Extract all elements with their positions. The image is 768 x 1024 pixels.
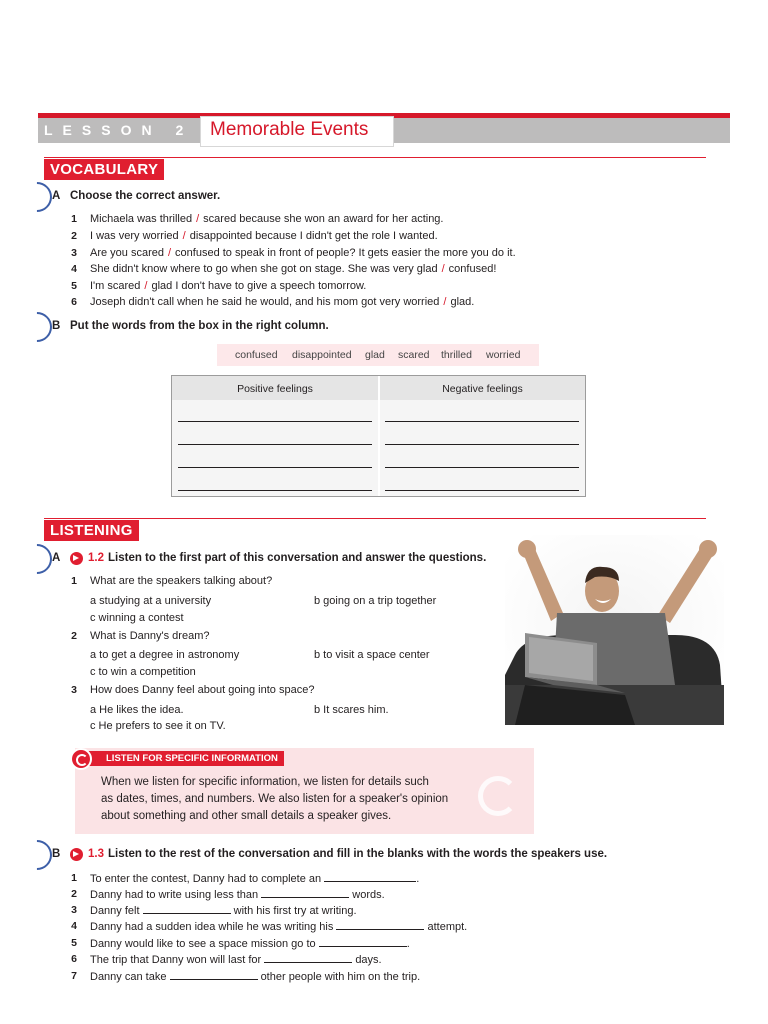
item-text: with his first try at writing. (233, 905, 357, 917)
item-text: confused! (448, 263, 497, 275)
word-box-word: glad (365, 349, 385, 361)
list-item (90, 970, 420, 983)
item-text: Joseph didn't call when he said he would, and his mom got very worried (90, 296, 440, 308)
item-text: confused to speak in front of people? It gets easier the more you do it. (175, 247, 516, 259)
table-divider (378, 376, 380, 496)
question-text: What are the speakers talking about? (90, 575, 273, 587)
list-item (90, 872, 419, 885)
item-text: glad I don't have to give a speech tomorrow. (151, 280, 367, 292)
item-number: 5 (71, 280, 77, 292)
option-a[interactable]: a He likes the idea. (90, 704, 184, 716)
question-text: What is Danny's dream? (90, 630, 210, 642)
fill-blank[interactable] (261, 888, 349, 898)
list-item (90, 953, 382, 966)
choice-separator: / (144, 280, 148, 292)
item-number: 2 (71, 230, 77, 242)
word-box-word: disappointed (292, 349, 352, 361)
option-c[interactable]: c winning a contest (90, 612, 184, 624)
word-box-word: confused (235, 349, 278, 361)
exercise-letter: B (52, 320, 61, 332)
vocabulary-rule (44, 157, 706, 158)
item-number: 4 (71, 920, 77, 932)
list-item (90, 230, 438, 242)
tip-label: LISTEN FOR SPECIFIC INFORMATION (88, 751, 284, 766)
question-number: 3 (71, 684, 77, 696)
answer-line-positive[interactable] (178, 444, 372, 445)
answer-line-negative[interactable] (385, 421, 579, 422)
choice-separator: / (443, 296, 447, 308)
item-number: 7 (71, 970, 77, 982)
choice-separator: / (441, 263, 445, 275)
lesson-title: Memorable Events (210, 119, 369, 140)
item-text: Danny had a sudden idea while he was writing his (90, 921, 334, 933)
tip-line: as dates, times, and numbers. We also listen for a speaker's opinion (101, 793, 449, 805)
item-text: glad. (450, 296, 475, 308)
item-text: other people with him on the trip. (260, 971, 421, 983)
audio-track-number: 1.3 (88, 848, 104, 860)
item-number: 2 (71, 888, 77, 900)
exercise-instruction: Choose the correct answer. (70, 190, 221, 202)
answer-line-negative[interactable] (385, 467, 579, 468)
audio-track-number: 1.2 (88, 552, 104, 564)
word-box-word: thrilled (441, 349, 472, 361)
item-text: Are you scared (90, 247, 164, 259)
item-text: . (406, 938, 410, 950)
audio-icon[interactable] (70, 552, 83, 565)
option-a[interactable]: a studying at a university (90, 595, 212, 607)
choice-separator: / (196, 213, 200, 225)
list-item (90, 280, 366, 292)
tip-line: When we listen for specific information, we listen for details such (101, 776, 429, 788)
listening-rule (44, 518, 706, 519)
item-number: 4 (71, 263, 77, 275)
audio-icon[interactable] (70, 848, 83, 861)
option-b[interactable]: b going on a trip together (314, 595, 437, 607)
question-number: 1 (71, 575, 77, 587)
list-item (90, 937, 410, 950)
choice-separator: / (182, 230, 186, 242)
item-text: scared because she won an award for her acting. (203, 213, 444, 225)
item-text: days. (355, 954, 382, 966)
column-header-negative: Negative feelings (442, 383, 523, 395)
tip-text (101, 774, 481, 825)
item-text: To enter the contest, Danny had to complete an (90, 873, 322, 885)
fill-blank[interactable] (336, 920, 424, 930)
answer-line-negative[interactable] (385, 444, 579, 445)
option-b[interactable]: b It scares him. (314, 704, 389, 716)
item-number: 3 (71, 247, 77, 259)
option-c[interactable]: c He prefers to see it on TV. (90, 720, 226, 732)
list-item (90, 213, 443, 225)
item-text: Danny can take (90, 971, 167, 983)
item-number: 1 (71, 872, 77, 884)
lesson-label: LESSON 2 (44, 122, 194, 138)
choice-separator: / (167, 247, 172, 259)
column-header-positive: Positive feelings (237, 383, 313, 395)
option-b[interactable]: b to visit a space center (314, 649, 430, 661)
item-text: attempt. (427, 921, 468, 933)
exercise-instruction: Listen to the rest of the conversation and fill in the blanks with the words the speakers use. (108, 848, 608, 860)
item-number: 6 (71, 296, 77, 308)
exercise-letter: B (52, 848, 61, 860)
item-text: I'm scared (90, 280, 141, 292)
question-number: 2 (71, 630, 77, 642)
answer-line-positive[interactable] (178, 421, 372, 422)
fill-blank[interactable] (170, 970, 258, 980)
item-text: She didn't know where to go when she got on stage. She was very glad (90, 263, 438, 275)
option-a[interactable]: a to get a degree in astronomy (90, 649, 240, 661)
word-box-word: worried (486, 349, 521, 361)
list-item (90, 296, 474, 308)
fill-blank[interactable] (319, 937, 407, 947)
list-item (90, 247, 516, 259)
tip-icon (70, 748, 92, 770)
word-box-word: scared (398, 349, 430, 361)
list-item (90, 888, 385, 901)
item-text: . (416, 873, 420, 885)
option-c[interactable]: c to win a competition (90, 666, 196, 678)
answer-line-negative[interactable] (385, 490, 579, 491)
answer-line-positive[interactable] (178, 467, 372, 468)
item-text: Danny would like to see a space mission go to (90, 938, 316, 950)
fill-blank[interactable] (324, 872, 416, 882)
item-number: 3 (71, 904, 77, 916)
fill-blank[interactable] (264, 953, 352, 963)
answer-line-positive[interactable] (178, 490, 372, 491)
item-text: words. (352, 889, 385, 901)
exercise-letter: A (52, 190, 61, 202)
fill-blank[interactable] (143, 904, 231, 914)
question-text: How does Danny feel about going into space? (90, 684, 315, 696)
tip-line: about something and other small details a speaker gives. (101, 810, 392, 822)
item-text: Michaela was thrilled (90, 213, 193, 225)
item-text: I was very worried (90, 230, 179, 242)
item-text: Danny had to write using less than (90, 889, 259, 901)
list-item (90, 904, 357, 917)
refresh-icon (478, 776, 518, 816)
exercise-instruction: Listen to the first part of this conversation and answer the questions. (108, 552, 487, 564)
list-item (90, 920, 467, 933)
item-text: The trip that Danny won will last for (90, 954, 262, 966)
exercise-instruction: Put the words from the box in the right column. (70, 320, 329, 332)
item-number: 5 (71, 937, 77, 949)
item-text: Danny felt (90, 905, 140, 917)
list-item (90, 263, 496, 275)
exercise-letter: A (52, 552, 61, 564)
listening-heading: LISTENING (44, 520, 139, 541)
vocabulary-heading: VOCABULARY (44, 159, 164, 180)
item-number: 6 (71, 953, 77, 965)
item-number: 1 (71, 213, 77, 225)
item-text: disappointed because I didn't get the role I wanted. (189, 230, 438, 242)
celebrating-person-photo (505, 535, 724, 725)
